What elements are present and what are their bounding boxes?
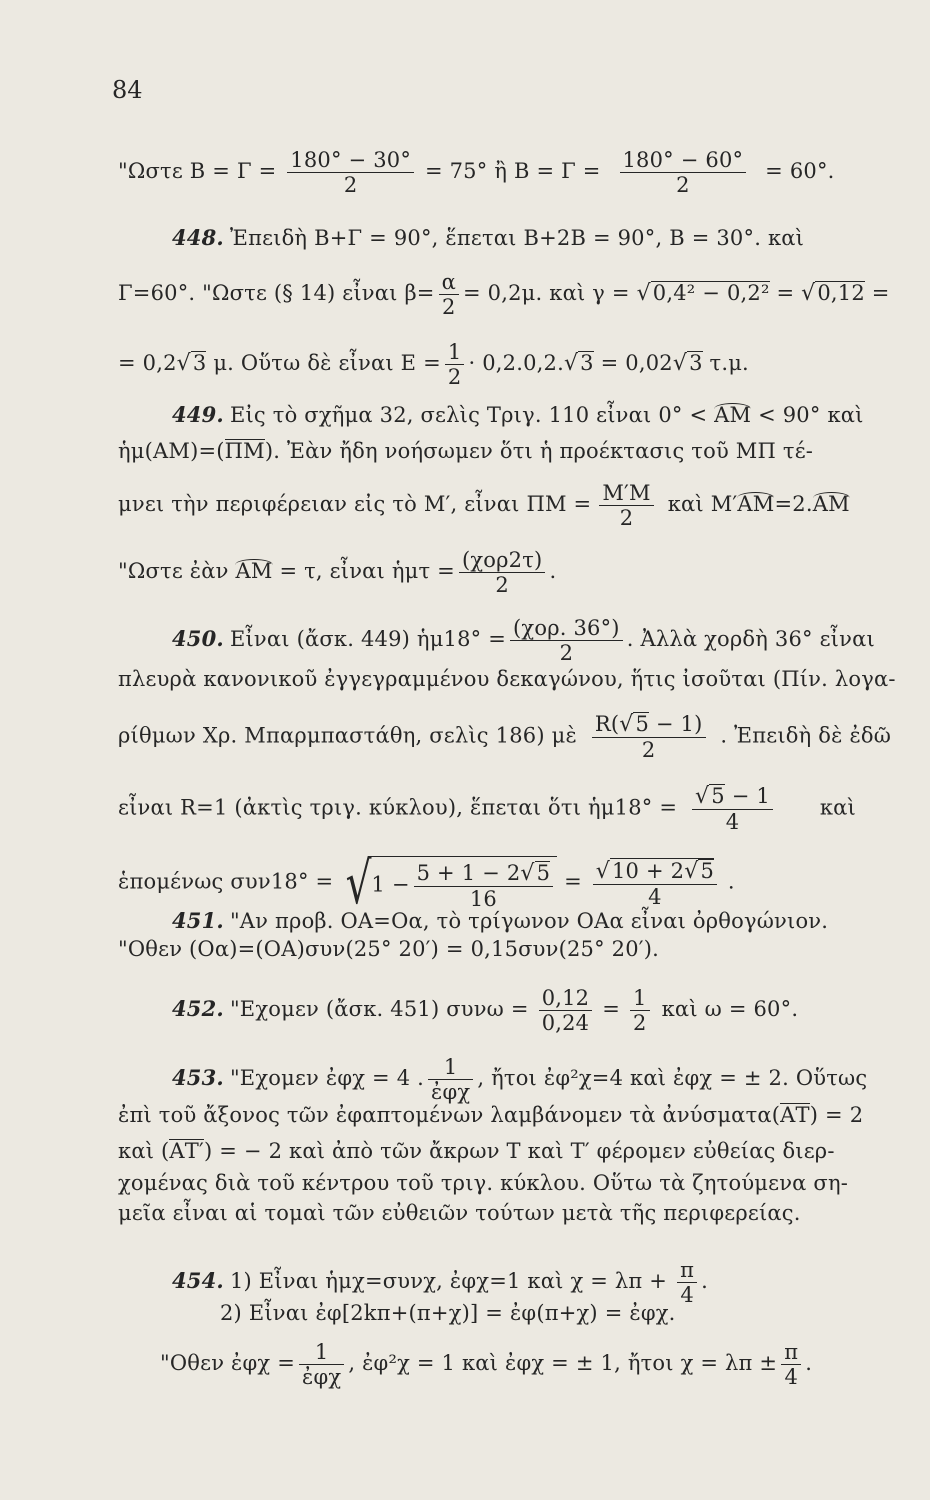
sqrt-sign: √ — [595, 858, 610, 884]
exercise-number: 451. — [172, 908, 224, 933]
solution-line: "Οθεν (Οα)=(ΟΑ)συν(25° 20′) = 0,15συν(25° 20′). — [118, 937, 660, 961]
fraction: $\frac{0,12}{0,24}$ — [539, 986, 593, 1035]
solution-line: ἑπομένως συν18° = √1 − $\frac{5 + 1 - 2√5}{16}$ = $\frac{√10 + 2√5}{4}$ . — [118, 849, 735, 917]
exercise-number: 449. — [172, 402, 224, 427]
solution-line: ἡμ(ΑΜ)=(ΠΜ). Ἐὰν ἤδη νοήσωμεν ὅτι ἡ προέκτασις τοῦ ΜΠ τέ- — [118, 439, 814, 463]
solution-line: 2) Εἶναι ἐφ[2kπ+(π+χ)] = ἐφ(π+χ) = ἐφχ. — [220, 1301, 676, 1325]
fraction: $\frac{M'M}{2}$ — [599, 481, 653, 530]
solution-line: = 0,2√3 μ. Οὕτω δὲ εἶναι Ε = $\frac{1}{2}$ · 0,2.0,2.√3 = 0,02√3 τ.μ. — [118, 340, 749, 389]
solution-line: 452. "Εχομεν (ἄσκ. 451) συνω = $\frac{0,12}{0,24}$ = $\frac{1}{2}$ καὶ ω = 60°. — [172, 986, 799, 1035]
fraction: $\frac{\alpha}{2}$ — [439, 270, 459, 319]
sqrt-sign: √ — [619, 712, 634, 737]
fraction: $\frac{\pi}{4}$ — [781, 1340, 801, 1389]
solution-line: μεῖα εἶναι αἱ τομαὶ τῶν εὐθειῶν τούτων μετὰ τῆς περιφερείας. — [118, 1201, 801, 1225]
fraction: $\frac{1}{\text{ἐφχ}}$ — [428, 1055, 473, 1104]
exercise-number: 452. — [172, 996, 224, 1021]
fraction: $\frac{√10 + 2√5}{4}$ — [593, 858, 717, 909]
sqrt-sign: √ — [176, 351, 191, 376]
sqrt-sign: √ — [684, 858, 699, 884]
fraction: $\frac{R(√5 - 1)}{2}$ — [592, 712, 706, 762]
sqrt-sign: √ — [345, 849, 372, 917]
exercise-number: 453. — [172, 1065, 224, 1090]
fraction: $\frac{1}{2}$ — [445, 340, 465, 389]
sqrt-sign: √ — [801, 281, 816, 306]
radicand: 1 − $\frac{5 + 1 - 2√5}{16}$ — [371, 856, 557, 911]
fraction: $\frac{1}{\text{ἐφχ}}$ — [299, 1340, 344, 1389]
solution-line: ἐπὶ τοῦ ἄξονος τῶν ἐφαπτομένων λαμβάνομεν τὰ ἀνύσματα(ΑΤ) = 2 — [118, 1103, 864, 1127]
fraction: $\frac{\text{(χορ. 36°)}}{2}$ — [510, 616, 623, 665]
sqrt-sign: √ — [672, 351, 688, 376]
solution-line: 454. 1) Εἶναι ἡμχ=συνχ, ἐφχ=1 καὶ χ = λπ + $\frac{\pi}{4}$ . — [172, 1258, 709, 1307]
solution-line: 449. Εἰς τὸ σχῆμα 32, σελὶς Τριγ. 110 εἶναι 0° < ΑΜ < 90° καὶ — [172, 402, 864, 427]
solution-line: χομένας διὰ τοῦ κέντρου τοῦ τριγ. κύκλου. Οὕτω τὰ ζητούμενα ση- — [118, 1171, 849, 1195]
solution-line: Γ=60°. "Ωστε (§ 14) εἶναι β= $\frac{\alpha}{2}$ = 0,2μ. καὶ γ = √0,4² − 0,2² = √0,12 = — [118, 270, 890, 319]
sqrt-sign: √ — [563, 351, 579, 376]
sqrt-sign: √ — [636, 281, 651, 306]
solution-line: ρίθμων Χρ. Μπαρμπαστάθη, σελὶς 186) μὲ $\frac{R(√5 - 1)}{2}$ . Ἐπειδὴ δὲ ἐδῶ — [118, 712, 892, 762]
solution-line: εἶναι R=1 (ἀκτὶς τριγ. κύκλου), ἕπεται ὅτι ἡμ18° = $\frac{√5 - 1}{4}$ καὶ — [118, 784, 856, 834]
exercise-number: 448. — [172, 225, 224, 250]
page-number: 84 — [112, 76, 143, 104]
fraction: $\frac{√5 - 1}{4}$ — [692, 784, 773, 834]
solution-line: πλευρὰ κανονικοῦ ἐγγεγραμμένου δεκαγώνου, ἥτις ἰσοῦται (Πίν. λογα- — [118, 667, 896, 691]
fraction: $\frac{1}{2}$ — [630, 986, 650, 1035]
solution-line: "Ωστε Β = Γ = $\frac{180^\circ - 30^\circ}{2}$ = 75° ἢ Β = Γ = $\frac{180^\circ - 60^\circ}{2}$ = 60°. — [118, 148, 835, 197]
sqrt-sign: √ — [695, 784, 710, 809]
fraction: $\frac{180^\circ - 60^\circ}{2}$ — [620, 148, 747, 197]
fraction: $\frac{5 + 1 - 2√5}{16}$ — [414, 861, 554, 911]
fraction: $\frac{\text{(χορ2τ)}}{2}$ — [459, 548, 545, 597]
solution-line: "Οθεν ἐφχ = $\frac{1}{\text{ἐφχ}}$ , ἐφ²χ = 1 καὶ ἐφχ = ± 1, ἤτοι χ = λπ ± $\frac{\pi}{4}$ . — [160, 1340, 813, 1389]
solution-line: 450. Εἶναι (ἄσκ. 449) ἡμ18° = $\frac{\text{(χορ. 36°)}}{2}$ . Ἀλλὰ χορδὴ 36° εἶναι — [172, 616, 875, 665]
solution-line: 448. Ἐπειδὴ Β+Γ = 90°, ἕπεται Β+2Β = 90°, Β = 30°. καὶ — [172, 225, 805, 250]
solution-line: "Ωστε ἐὰν ΑΜ = τ, εἶναι ἡμτ = $\frac{\text{(χορ2τ)}}{2}$ . — [118, 548, 557, 597]
solution-line: 453. "Εχομεν ἐφχ = 4 . $\frac{1}{\text{ἐφχ}}$ , ἤτοι ἐφ²χ=4 καὶ ἐφχ = ± 2. Οὕτως — [172, 1055, 868, 1104]
exercise-number: 454. — [172, 1268, 224, 1293]
solution-line: καὶ (ΑΤ′) = − 2 καὶ ἀπὸ τῶν ἄκρων Τ καὶ Τ′ φέρομεν εὐθείας διερ- — [118, 1139, 835, 1163]
solution-line: 451. "Αν προβ. ΟΑ=Οα, τὸ τρίγωνον ΟΑα εἶναι ὀρθογώνιον. — [172, 908, 829, 933]
exercise-number: 450. — [172, 626, 224, 651]
solution-line: μνει τὴν περιφέρειαν εἰς τὸ Μ′, εἶναι ΠΜ = $\frac{M'M}{2}$ καὶ Μ′ΑΜ=2.ΑΜ — [118, 481, 850, 530]
fraction: $\frac{180^\circ - 30^\circ}{2}$ — [287, 148, 414, 197]
sqrt-sign: √ — [520, 860, 535, 886]
fraction: $\frac{\pi}{4}$ — [677, 1258, 697, 1307]
